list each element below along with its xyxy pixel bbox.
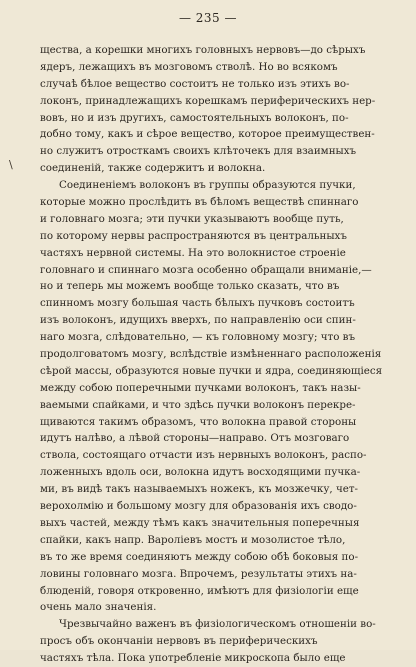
page-number: — 235 — [178, 11, 238, 25]
text-line: по которому нервы распространяются въ центральныхъ [40, 229, 347, 242]
text-line: изъ волоконъ, идущихъ вверхъ, по направленію оси спин- [40, 314, 356, 327]
text-line: случаѣ бѣлое вещество состоитъ не только изъ этихъ во- [40, 77, 350, 90]
text-line: выхъ частей, между тѣмъ какъ значительныя поперечныя [40, 516, 360, 529]
text-line: въ то же время соединяютъ между собою обѣ боковыя по- [40, 550, 359, 563]
text-line: ловины головнаго мозга. Впрочемъ, результаты этихъ на- [40, 567, 357, 580]
text-line: локонъ, принадлежащихъ корешкамъ периферическихъ нер- [40, 94, 376, 107]
text-line: но и теперь мы можемъ вообще только сказать, что въ [40, 280, 340, 293]
text-line: просъ объ окончаніи нервовъ въ периферическихъ [40, 635, 318, 648]
text-line: Чрезвычайно важенъ въ физіологическомъ отношеніи во- [59, 618, 376, 631]
text-line: сѣрой массы, образуются новые пучки и ядра, соединяющіеся [40, 364, 383, 377]
text-line: верохолмію и большому мозгу для образованія ихъ сводо- [40, 500, 357, 513]
text-line: спайки, какъ напр. Вароліевъ мостъ и мозолистое тѣло, [40, 533, 346, 546]
paragraph [40, 616, 386, 667]
text-line: головнаго и спиннаго мозга особенно обращали вниманіе,— [40, 263, 372, 276]
text-line: щиваются такимъ образомъ, что волокна правой стороны [40, 415, 357, 428]
text-line: наго мозга, слѣдовательно, — къ головному мозгу; что въ [40, 331, 356, 344]
text-line: и головнаго мозга; эти пучки указываютъ вообще путь, [40, 212, 344, 225]
body-text [40, 42, 386, 667]
text-line: блюденій, говоря откровенно, имѣютъ для физіологіи еще [40, 584, 359, 597]
text-line: между собою поперечными пучками волоконъ, такъ назы- [40, 381, 361, 394]
text-line: ядеръ, лежащихъ въ мозговомъ стволѣ. Но во всякомъ [40, 60, 338, 73]
text-line: частяхъ тѣла. Пока употребленіе микроскопа было еще [40, 652, 346, 665]
text-line: ми, въ видѣ такъ называемыхъ ножекъ, къ мозжечку, чет- [40, 483, 359, 496]
text-line: которые можно прослѣдить въ бѣломъ веществѣ спиннаго [40, 196, 359, 209]
text-line: но служитъ отросткамъ своихъ клѣточекъ для взаимныхъ [40, 145, 357, 158]
text-line: добно тому, какъ и сѣрое вещество, которое преимуществен- [40, 128, 375, 141]
text-line: соединеній, также содержитъ и волокна. [40, 162, 266, 175]
text-line: частяхъ нервной системы. На это волокнистое строеніе [40, 246, 346, 259]
text-line: вовъ, но и изъ другихъ, самостоятельныхъ волоконъ, по- [40, 111, 349, 124]
text-line: ложенныхъ вдоль оси, волокна идутъ восходящими пучка- [40, 466, 361, 479]
text-line: щества, а корешки многихъ головныхъ нервовъ—до сѣрыхъ [40, 44, 366, 56]
text-line: Соединеніемъ волоконъ въ группы образуются пучки, [59, 179, 356, 192]
text-line: идутъ налѣво, а лѣвой стороны—направо. Отъ мозговаго [40, 432, 350, 445]
paragraph [40, 177, 386, 616]
text-line: ствола, состоящаго отчасти изъ нервныхъ волоконъ, распо- [40, 449, 367, 462]
text-line: продолговатомъ мозгу, вслѣдствіе измѣненнаго расположенія [40, 348, 382, 361]
text-line: спинномъ мозгу большая часть бѣлыхъ пучковъ состоитъ [40, 297, 355, 310]
text-line: очень мало значенія. [40, 601, 157, 614]
margin-pencil-mark: \ [9, 158, 13, 171]
paragraph [40, 42, 386, 177]
text-line: ваемыми спайками, и что здѣсь пучки волоконъ перекре- [40, 398, 356, 411]
